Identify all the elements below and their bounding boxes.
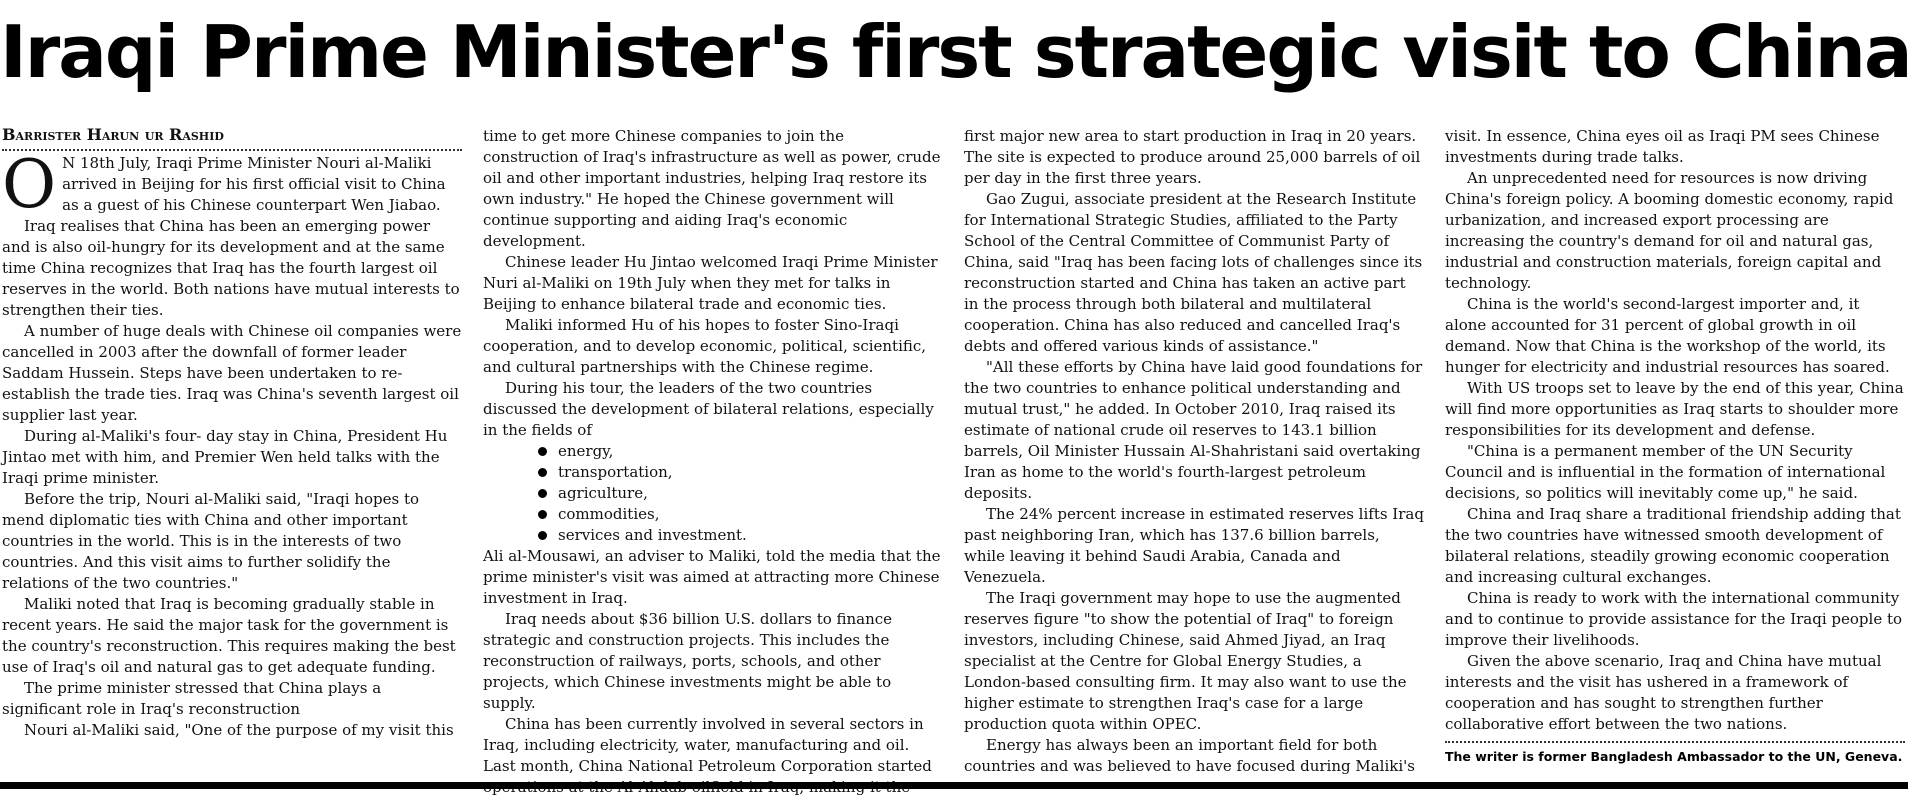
list-item: services and investment. — [538, 525, 943, 546]
paragraph: During his tour, the leaders of the two countries discussed the development of bilateral relations, especially in the fields of — [483, 379, 934, 439]
paragraph: visit. In essence, China eyes oil as Iraqi PM sees Chinese investments during trade talks. — [1445, 127, 1880, 166]
footnote-divider — [1445, 741, 1905, 765]
lead-text: N 18th July, Iraqi Prime Minister Nouri al-Maliki arrived in Beijing for his first official visit to China as a guest of his Chinese counterpart Wen Jiabao. — [62, 154, 446, 214]
paragraph: Maliki noted that Iraq is becoming gradually stable in recent years. He said the major task for the government is the country's reconstruction. This requires making the best use of Iraq's oil and natural gas to get adequate funding. — [2, 595, 456, 676]
paragraph: "China is a permanent member of the UN Security Council and is influential in the formation of international decisions, so politics will inevitably come up," he said. — [1445, 442, 1886, 502]
author-footnote: The writer is former Bangladesh Ambassador to the UN, Geneva. — [1445, 749, 1903, 764]
list-item: transportation, — [538, 462, 943, 483]
list-item: commodities, — [538, 504, 943, 525]
paragraph: "All these efforts by China have laid good foundations for the two countries to enhance political understanding and mutual trust," he added. In October 2010, Iraq raised its estimate of national crude oil reserves to 143.1 billion barrels, Oil Minister Hussain Al-Shahristani said overtaking Iran as home to the world's fourth-largest petroleum deposits. — [964, 358, 1423, 502]
article-column-3 — [964, 126, 1424, 781]
drop-cap: O — [2, 146, 57, 223]
paragraph: first major new area to start production in Iraq in 20 years. The site is expected to produce around 25,000 barrels of oil per day in the first three years. — [964, 127, 1421, 187]
paragraph: A number of huge deals with Chinese oil companies were cancelled in 2003 after the downfall of former leader Saddam Hussein. Steps have been undertaken to re-establish the trade ties. Iraq was China's seventh largest oil supplier last year. — [2, 322, 462, 424]
paragraph: China is the world's second-largest importer and, it alone accounted for 31 percent of global growth in oil demand. Now that China is the workshop of the world, its hunger for electricity and industrial resources has soared. — [1445, 295, 1890, 376]
article-column-1 — [2, 126, 462, 781]
paragraph: Energy has always been an important field for both countries and was believed to have focused during Maliki's — [964, 736, 1415, 775]
paragraph: The prime minister stressed that China plays a significant role in Iraq's reconstruction — [2, 679, 382, 718]
byline: Barrister Harun ur Rashid — [2, 124, 462, 151]
paragraph: During al-Maliki's four- day stay in China, President Hu Jintao met with him, and Premier Wen held talks with the Iraqi prime minister. — [2, 427, 448, 487]
paragraph: Before the trip, Nouri al-Maliki said, "Iraqi hopes to mend diplomatic ties with China and other important countries in the world. This is in the interests of two countries. And this visit aims to further solidify the relations of the two countries." — [2, 490, 420, 592]
bottom-border — [0, 782, 1908, 789]
paragraph: Iraq realises that China has been an emerging power and is also oil-hungry for its development and at the same time China recognizes that Iraq has the fourth largest oil reserves in the world. Both nations have mutual interests to strengthen their ties. — [2, 217, 460, 319]
paragraph: Maliki informed Hu of his hopes to foster Sino-Iraqi cooperation, and to develop economic, political, scientific, and cultural partnerships with the Chinese regime. — [483, 316, 927, 376]
paragraph: Iraq needs about $36 billion U.S. dollars to finance strategic and construction projects. This includes the reconstruction of railways, ports, schools, and other projects, which Chinese investments might be able to supply. — [483, 610, 893, 712]
list-item: agriculture, — [538, 483, 943, 504]
paragraph: With US troops set to leave by the end of this year, China will find more opportunities as Iraq starts to shoulder more responsibilities for its development and defense. — [1445, 379, 1904, 439]
fields-list — [483, 441, 943, 546]
paragraph: China is ready to work with the international community and to continue to provide assistance for the Iraqi people to improve their livelihoods. — [1445, 589, 1903, 649]
lead-paragraph — [2, 146, 462, 223]
paragraph: Ali al-Mousawi, an adviser to Maliki, told the media that the prime minister's visit was aimed at attracting more Chinese investment in Iraq. — [483, 547, 941, 607]
paragraph: Chinese leader Hu Jintao welcomed Iraqi Prime Minister Nuri al-Maliki on 19th July when they met for talks in Beijing to enhance bilateral trade and economic ties. — [483, 253, 938, 313]
paragraph: Nouri al-Maliki said, "One of the purpose of my visit this — [24, 721, 454, 739]
paragraph: The Iraqi government may hope to use the augmented reserves figure "to show the potential of Iraq" to foreign investors, including Chinese, said Ahmed Jiyad, an Iraq specialist at the Centre for Global Energy Studies, a London-based consulting firm. It may also want to use the higher estimate to strengthen Iraq's case for a large production quota within OPEC. — [964, 589, 1407, 733]
paragraph: An unprecedented need for resources is now driving China's foreign policy. A booming domestic economy, rapid urbanization, and increased export processing are increasing the country's demand for oil and natural gas, industrial and construction materials, foreign capital and technology. — [1445, 169, 1894, 292]
paragraph: China has been currently involved in several sectors in Iraq, including electricity, water, manufacturing and oil. Last month, China National Petroleum Corporation started — [483, 715, 932, 775]
headline: Iraqi Prime Minister's first strategic visit to China — [0, 10, 1911, 94]
paragraph: China and Iraq share a traditional friendship adding that the two countries have witnessed smooth development of bilateral relations, steadily growing economic cooperation and increasing cultural exchanges. — [1445, 505, 1901, 586]
paragraph: time to get more Chinese companies to join the construction of Iraq's infrastructure as well as power, crude oil and other important industries, helping Iraq restore its own industry." He hoped the Chinese government will continue supporting and aiding Iraq's economic development. — [483, 127, 941, 250]
paragraph: The 24% percent increase in estimated reserves lifts Iraq past neighboring Iran, which has 137.6 billion barrels, while leaving it behind Saudi Arabia, Canada and Venezuela. — [964, 505, 1424, 586]
article-column-4 — [1445, 126, 1905, 781]
paragraph: Gao Zugui, associate president at the Research Institute for International Strategic Studies, affiliated to the Party School of the Central Committee of Communist Party of China, said "Iraq has been facing lots of challenges since its reconstruction started and China has taken an active part in the process through both bilateral and multilateral cooperation. China has also reduced and cancelled Iraq's debts and offered various kinds of assistance." — [964, 190, 1423, 355]
paragraph: Given the above scenario, Iraq and China have mutual interests and the visit has ushered in a framework of cooperation and has sought to strengthen further collaborative effort between the two nations. — [1445, 652, 1882, 733]
list-item: energy, — [538, 441, 943, 462]
article-column-2 — [483, 126, 943, 781]
